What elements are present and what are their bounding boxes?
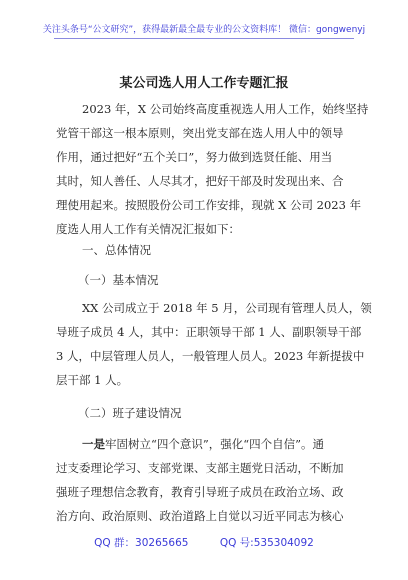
- paragraph-line: 2023 年，X 公司始终高度重视选人用人工作，始终坚持: [82, 102, 369, 116]
- paragraph-line: 治方向、政治原则、政治道路上自觉以习近平同志为核心: [56, 509, 344, 523]
- header-divider: [54, 38, 354, 39]
- intro-paragraph: [56, 97, 369, 241]
- bold-lead-text: 一是: [82, 437, 105, 451]
- paragraph-line: 层干部 1 人。: [56, 373, 129, 387]
- footer-qq-group: QQ 群：30265665: [94, 537, 189, 549]
- header-banner: 关注头条号“公文研究”，获得最新最全最专业的公文资料库！ 微信：gongwenyj: [42, 25, 366, 35]
- team-building-paragraph: [56, 432, 352, 528]
- paragraph-line: 强班子理想信念教育，教育引导班子成员在政治立场、政: [56, 485, 344, 499]
- paragraph-line: 导班子成员 4 人，其中：正职领导干部 1 人、副职领导干部: [56, 325, 362, 339]
- paragraph-line: [56, 432, 352, 456]
- paragraph-line: 其时，知人善任、人尽其才，把好干部及时发现出来、合: [56, 174, 344, 188]
- paragraph-line-rest: 牢固树立“四个意识”，强化“四个自信”。通: [105, 437, 325, 451]
- paragraph-line: 过支委理论学习、支部党课、支部主题党日活动，不断加: [56, 461, 344, 475]
- document-title: 某公司选人用人工作专题汇报: [119, 76, 289, 91]
- paragraph-line: 3 人，中层管理人员人，一般管理人员人。2023 年新提拔中: [56, 349, 365, 363]
- paragraph-line: XX 公司成立于 2018 年 5 月，公司现有管理人员人，领: [82, 301, 372, 315]
- paragraph-line: 理使用起来。按照股份公司工作安排，现就 X 公司 2023 年: [56, 198, 362, 212]
- footer-contact: [0, 535, 408, 550]
- footer-qq-number: QQ 号:535304092: [219, 537, 314, 549]
- paragraph-line: 作用，通过把好“五个关口”，努力做到选贤任能、用当: [56, 150, 333, 164]
- paragraph-line: 度选人用人工作有关情况汇报如下：: [56, 222, 240, 236]
- subsection-heading-team: （二）班子建设情况: [78, 406, 182, 420]
- section-heading-overview: 一、总体情况: [82, 243, 151, 257]
- basic-info-paragraph: [56, 296, 372, 392]
- paragraph-line: 党管干部这一根本原则，突出党支部在选人用人中的领导: [56, 126, 344, 140]
- subsection-heading-basic: （一）基本情况: [78, 273, 159, 287]
